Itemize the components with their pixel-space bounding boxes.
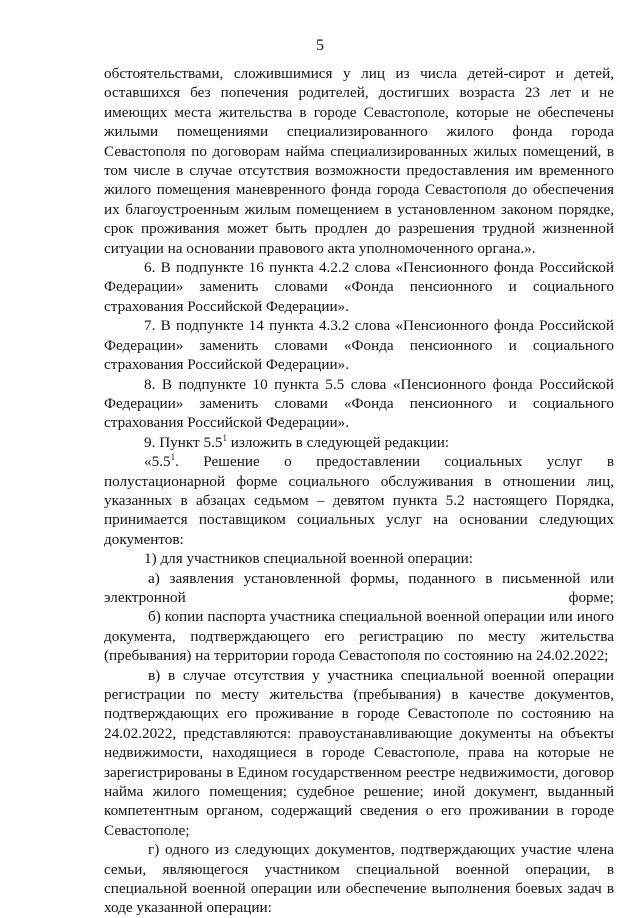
paragraph-item-6: 6. В подпункте 16 пункта 4.2.2 слова «Пенсионного фонда Российской Федерации» заменить словами «Фонда пенсионного и социального страхования Российской Федерации». (104, 259, 614, 315)
item-9-text-start: 9. Пункт 5.5 (144, 433, 223, 451)
item-9-superscript: 1 (222, 432, 227, 443)
paragraph-item-9 (104, 433, 614, 452)
item-9-text-end: изложить в следующей редакции: (226, 433, 450, 451)
paragraph-subitem-a: а) заявления установленной формы, поданного в письменной или электронной форме; (104, 569, 614, 606)
paragraph-subitem-g: г) одного из следующих документов, подтверждающих участие члена семьи, являющегося участником специальной военной операции, в специальной военной операции или обеспечение выполнения боевых задач в ходе указанной операции: (104, 841, 614, 917)
paragraph-subitem-1: 1) для участников специальной военной операции: (144, 550, 473, 568)
paragraph-new-clause (104, 452, 614, 549)
clause-text-end: . Решение о предоставлении социальных услуг в полустационарной форме социального обслуживания в отношении лиц, указанных в абзацах седьмом – девятом пункта 5.2 настоящего Порядка, принимается поставщиком социальных услуг на основании следующих документов: (104, 453, 614, 548)
paragraph-item-7: 7. В подпункте 14 пункта 4.3.2 слова «Пенсионного фонда Российской Федерации» заменить словами «Фонда пенсионного и социального страхования Российской Федерации». (104, 317, 614, 374)
paragraph-subitem-v: в) в случае отсутствия у участника специальной военной операции регистрации по месту жительства (пребывания) в качестве документов, подтверждающих его проживание в городе Севастополе по состоянию на 24.02.2022, представляются: правоустанавливающие документы на объекты недвижимости, находящиеся в городе Севастополе, права на которые не зарегистрированы в Едином государственном реестре недвижимости, договор найма жилого помещения; судебное решение; иной документ, выданный компетентным органом, содержащий сведения о его проживании в городе Севастополе; (104, 666, 614, 839)
paragraph-item-8: 8. В подпункте 10 пункта 5.5 слова «Пенсионного фонда Российской Федерации» заменить словами «Фонда пенсионного и социального страхования Российской Федерации». (104, 375, 614, 432)
clause-superscript: 1 (170, 452, 176, 463)
paragraph-continuation: обстоятельствами, сложившимися у лиц из числа детей-сирот и детей, оставшихся без попечения родителей, достигших возраста 23 лет и не имеющих места жительства в городе Севастополе, которые не обеспечены жилыми помещениями специализированного жилого фонда города Севастополя по договорам найма специализированных жилых помещений, в том числе в случае отсутствия возможности предоставления им временного жилого помещения маневренного фонда города Севастополя до обеспечения их благоустроенным жилым помещением в установленном законом порядке, срок проживания может быть продлен до разрешения трудной жизненной ситуации на основании правового акта уполномоченного органа.». (104, 65, 614, 257)
clause-text-start: «5.5 (144, 453, 171, 471)
paragraph-subitem-b: б) копии паспорта участника специальной военной операции или иного документа, подтверждающего его регистрацию по месту жительства (пребывания) на территории города Севастополя по состоянию на 24.02.2022; (104, 608, 614, 665)
page-number: 5 (316, 37, 324, 54)
document-body (104, 64, 614, 918)
